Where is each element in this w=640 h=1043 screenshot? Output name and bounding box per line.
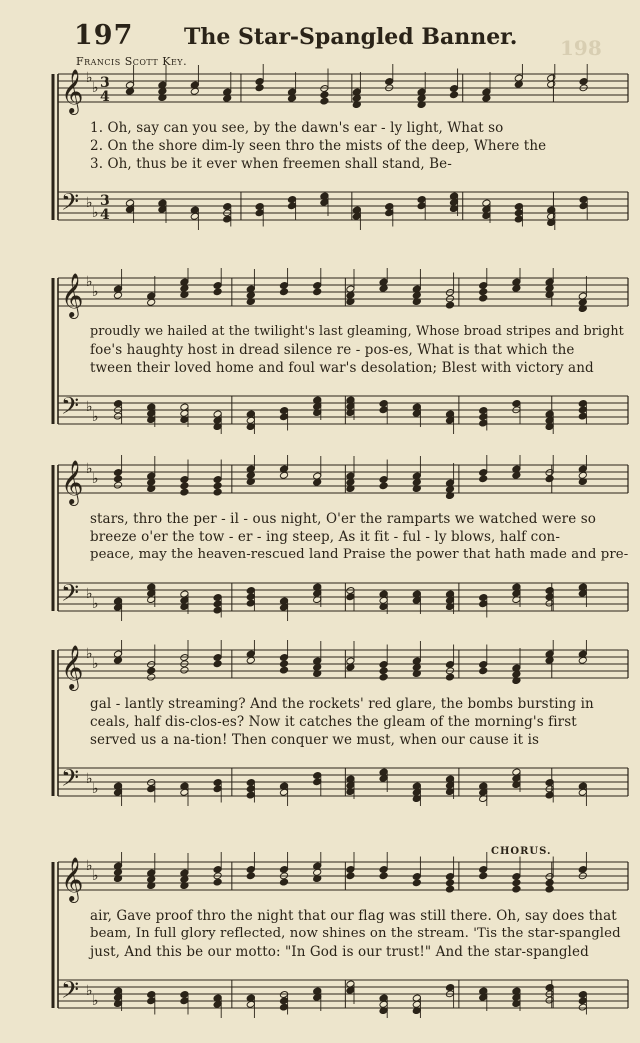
note-head xyxy=(346,291,355,299)
note-head xyxy=(346,478,355,486)
bass-clef-icon: 𝄢 xyxy=(61,976,80,1009)
note-head xyxy=(113,481,122,489)
treble-flat-icon: ♭ xyxy=(86,646,93,662)
note-head xyxy=(449,91,458,99)
note-head xyxy=(246,471,255,479)
note-head xyxy=(379,284,388,292)
note-head xyxy=(287,94,296,102)
note-head xyxy=(313,868,322,876)
note-head xyxy=(545,879,554,887)
note-head xyxy=(417,94,426,102)
lyric-line-verse-1: 1. Oh, say can you see, by the dawn's ear - ly light, What so xyxy=(90,120,504,136)
note-head xyxy=(180,482,189,490)
note-head xyxy=(512,879,521,887)
lyric-line-verse-2: breeze o'er the tow - er - ing steep, As it fit - ful - ly blows, half con- xyxy=(90,529,560,545)
note-head xyxy=(213,878,222,886)
note-head xyxy=(180,875,189,883)
music-system-3 xyxy=(50,455,630,615)
music-system-2 xyxy=(50,268,630,428)
note-head xyxy=(379,667,388,675)
treble-flat-icon: ♭ xyxy=(92,656,99,672)
bass-clef-icon: 𝄢 xyxy=(61,392,80,425)
bass-flat-icon: ♭ xyxy=(92,596,99,612)
note-head xyxy=(479,294,488,302)
note-head xyxy=(578,298,587,306)
note-head xyxy=(346,872,355,880)
note-head xyxy=(213,660,222,668)
note-head xyxy=(578,471,587,479)
chorus-label: CHORUS. xyxy=(491,846,552,857)
note-head xyxy=(379,482,388,490)
treble-flat-icon: ♭ xyxy=(92,284,99,300)
note-head xyxy=(246,872,255,880)
lyric-line-verse-2: foe's haughty host in dread silence re - pos-es, What is that which the xyxy=(90,342,575,358)
lyric-line-verse-3: peace, may the heaven-rescued land Praise the power that hath made and pre- xyxy=(90,547,629,562)
note-head xyxy=(479,872,488,880)
note-head xyxy=(346,663,355,671)
lyric-line-verse-3: just, And this be our motto: "In God is our trust!" And the star-spangled xyxy=(90,944,589,960)
bass-flat-icon: ♭ xyxy=(92,781,99,797)
note-head xyxy=(180,666,189,674)
note-head xyxy=(158,87,167,95)
time-signature-top-icon: 3 xyxy=(100,75,110,91)
note-head xyxy=(479,475,488,483)
note-head xyxy=(547,80,556,88)
note-head xyxy=(412,663,421,671)
lyric-line-verse-1: air, Gave proof thro the night that our flag was still there. Oh, say does that xyxy=(90,908,617,924)
note-head xyxy=(514,80,523,88)
note-head xyxy=(246,656,255,664)
lyric-line-verse-2: 2. On the shore dim-ly seen thro the mists of the deep, Where the xyxy=(90,138,547,154)
note-head xyxy=(113,868,122,876)
note-head xyxy=(352,94,361,102)
treble-clef-icon: 𝄞 xyxy=(61,460,84,504)
music-system-1 xyxy=(50,64,630,224)
treble-flat-icon: ♭ xyxy=(92,868,99,884)
note-head xyxy=(113,656,122,664)
note-head xyxy=(482,94,491,102)
treble-clef-icon: 𝄞 xyxy=(61,857,84,901)
note-head xyxy=(379,872,388,880)
treble-clef-icon: 𝄞 xyxy=(61,273,84,317)
note-head xyxy=(125,87,134,95)
hymn-number: 197 xyxy=(74,20,134,51)
note-head xyxy=(279,666,288,674)
note-head xyxy=(279,288,288,296)
note-head xyxy=(255,84,264,92)
note-head xyxy=(320,97,329,105)
note-head xyxy=(545,656,554,664)
note-head xyxy=(313,288,322,296)
note-head xyxy=(113,475,122,483)
bass-flat-icon: ♭ xyxy=(86,399,93,415)
note-head xyxy=(279,471,288,479)
music-system-5 xyxy=(50,852,630,1012)
note-head xyxy=(147,478,156,486)
treble-flat-icon: ♭ xyxy=(92,80,99,96)
note-head xyxy=(213,482,222,490)
note-head xyxy=(147,875,156,883)
note-head xyxy=(512,670,521,678)
bass-clef-icon: 𝄢 xyxy=(61,188,80,221)
note-head xyxy=(147,673,156,681)
lyric-line-verse-3: served us a na-tion! Then conquer we must, when our cause it is xyxy=(90,732,540,748)
treble-flat-icon: ♭ xyxy=(86,70,93,86)
note-head xyxy=(113,291,122,299)
bass-flat-icon: ♭ xyxy=(92,993,99,1009)
note-head xyxy=(180,488,189,496)
note-head xyxy=(223,94,232,102)
note-head xyxy=(246,291,255,299)
note-head xyxy=(545,284,554,292)
bass-flat-icon: ♭ xyxy=(92,205,99,221)
note-head xyxy=(279,660,288,668)
note-head xyxy=(512,471,521,479)
note-head xyxy=(147,298,156,306)
bass-clef-icon: 𝄢 xyxy=(61,764,80,797)
time-signature-bottom-icon: 4 xyxy=(100,207,110,223)
note-head xyxy=(180,284,189,292)
faded-next-page-number: 198 xyxy=(560,36,602,60)
note-head xyxy=(379,673,388,681)
time-signature-top-icon: 3 xyxy=(100,193,110,209)
note-head xyxy=(445,673,454,681)
treble-flat-icon: ♭ xyxy=(86,274,93,290)
lyric-line-verse-2: ceals, half dis-clos-es? Now it catches the gleam of the morning's first xyxy=(90,714,577,730)
note-head xyxy=(578,656,587,664)
note-head xyxy=(445,879,454,887)
note-head xyxy=(512,284,521,292)
lyric-line-verse-1: gal - lantly streaming? And the rockets' red glare, the bombs bursting in xyxy=(90,696,594,712)
lyric-line-verse-1: stars, thro the per - il - ous night, O'er the ramparts we watched were so xyxy=(90,511,596,527)
lyric-line-verse-3: tween their loved home and foul war's desolation; Blest with victory and xyxy=(90,360,594,376)
note-head xyxy=(213,288,222,296)
bass-flat-icon: ♭ xyxy=(92,409,99,425)
note-head xyxy=(279,878,288,886)
treble-flat-icon: ♭ xyxy=(86,858,93,874)
note-head xyxy=(190,87,199,95)
bass-flat-icon: ♭ xyxy=(86,195,93,211)
bass-clef-icon: 𝄢 xyxy=(61,579,80,612)
treble-flat-icon: ♭ xyxy=(86,461,93,477)
note-head xyxy=(213,488,222,496)
note-head xyxy=(545,885,554,893)
lyric-line-verse-1: proudly we hailed at the twilight's last gleaming, Whose broad stripes and bright xyxy=(90,324,624,339)
hymn-title: The Star-Spangled Banner. xyxy=(184,24,518,50)
bass-flat-icon: ♭ xyxy=(86,983,93,999)
bass-flat-icon: ♭ xyxy=(86,771,93,787)
note-head xyxy=(147,667,156,675)
note-head xyxy=(313,478,322,486)
note-head xyxy=(412,478,421,486)
note-head xyxy=(320,91,329,99)
music-system-4 xyxy=(50,640,630,800)
author-credit: Francis Scott Key. xyxy=(76,55,188,68)
treble-clef-icon: 𝄞 xyxy=(61,69,84,113)
lyric-line-verse-2: beam, In full glory reflected, now shines on the stream. 'Tis the star-spangled xyxy=(90,926,621,941)
treble-flat-icon: ♭ xyxy=(92,471,99,487)
note-head xyxy=(545,475,554,483)
note-head xyxy=(313,663,322,671)
note-head xyxy=(445,301,454,309)
bass-flat-icon: ♭ xyxy=(86,586,93,602)
note-head xyxy=(412,291,421,299)
note-head xyxy=(445,485,454,493)
note-head xyxy=(512,885,521,893)
lyric-line-verse-3: 3. Oh, thus be it ever when freemen shall stand, Be- xyxy=(90,156,452,172)
note-head xyxy=(412,879,421,887)
time-signature-bottom-icon: 4 xyxy=(100,89,110,105)
note-head xyxy=(479,288,488,296)
treble-clef-icon: 𝄞 xyxy=(61,645,84,689)
note-head xyxy=(445,885,454,893)
note-head xyxy=(479,667,488,675)
